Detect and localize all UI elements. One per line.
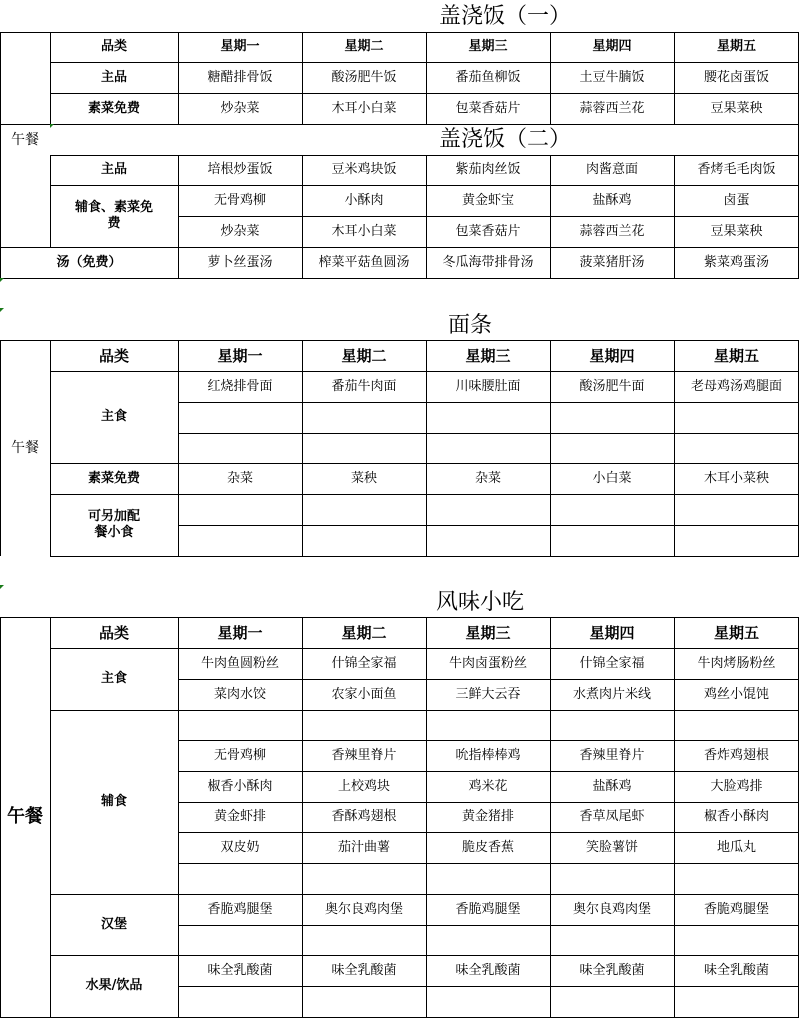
column-header-day: 星期二 (341, 346, 387, 365)
table-cell: 小白菜 (592, 470, 632, 486)
table-cell: 川味腰肚面 (455, 378, 521, 394)
grid-line (178, 340, 179, 556)
table-cell: 味全乳酸菌 (703, 962, 769, 978)
section-title-snacks: 风味小吃 (435, 590, 524, 615)
table-cell: 水煮肉片米线 (572, 686, 651, 702)
column-header-day: 星期四 (589, 623, 635, 642)
column-header-day: 星期二 (344, 39, 384, 54)
table-cell: 无骨鸡柳 (213, 747, 266, 763)
grid-line (178, 925, 799, 926)
table-cell: 腰花卤蛋饭 (703, 69, 769, 85)
table-cell: 老母鸡汤鸡腿面 (690, 378, 782, 394)
table-cell: 三鲜大云吞 (455, 686, 521, 702)
table-cell: 牛肉卤蛋粉丝 (448, 655, 527, 671)
column-header-day: 星期四 (592, 39, 632, 54)
table-cell: 香酥鸡翅根 (331, 809, 397, 824)
grid-line (674, 155, 675, 278)
row-category: 主品 (100, 162, 127, 177)
table-cell: 香炸鸡翅根 (703, 747, 769, 763)
table-cell: 木耳小白菜 (331, 223, 397, 239)
grid-line (178, 863, 799, 864)
table-cell: 奥尔良鸡肉堡 (324, 901, 403, 917)
table-cell: 香脆鸡腿堡 (455, 901, 521, 917)
table-cell: 盐酥鸡 (592, 778, 632, 794)
column-header-day: 星期三 (468, 39, 508, 54)
table-cell: 豆米鸡块饭 (331, 162, 397, 177)
column-header-day: 星期三 (465, 623, 511, 642)
table-cell: 味全乳酸菌 (455, 962, 521, 978)
table-cell: 吮指棒棒鸡 (455, 747, 521, 763)
table-cell: 炒杂菜 (220, 100, 260, 116)
grid-line (302, 155, 303, 278)
table-cell: 豆果菜秧 (710, 223, 763, 239)
cell-comment-marker (50, 124, 54, 128)
grid-line (426, 32, 427, 124)
column-header-day: 星期二 (341, 623, 387, 642)
table-cell: 包菜香菇片 (455, 100, 521, 116)
table-cell: 包菜香菇片 (455, 223, 521, 239)
table-cell: 蒜蓉西兰花 (579, 223, 645, 239)
grid-line (550, 340, 551, 556)
column-header-category: 品类 (100, 39, 127, 54)
table-cell: 菜肉水饺 (213, 686, 266, 702)
table-cell: 脆皮香蕉 (461, 839, 514, 855)
table-cell: 紫茄肉丝饭 (455, 162, 521, 177)
grid-line (178, 402, 799, 403)
table-cell: 紫菜鸡蛋汤 (703, 254, 769, 270)
table-cell: 香辣里脊片 (579, 747, 645, 763)
table-cell: 小酥肉 (344, 192, 384, 208)
table-cell: 杂菜 (474, 470, 501, 486)
table-cell: 肉酱意面 (585, 162, 638, 177)
grid-line (178, 155, 179, 278)
table-cell: 香辣里脊片 (331, 747, 397, 763)
cell-comment-marker (0, 585, 4, 589)
table-cell: 榨菜平菇鱼圆汤 (318, 254, 410, 270)
table-cell: 香草凤尾虾 (579, 809, 645, 824)
grid-line (550, 155, 551, 278)
grid-line (426, 340, 427, 556)
table-cell: 奥尔良鸡肉堡 (572, 901, 651, 917)
table-cell: 椒香小酥肉 (703, 809, 769, 824)
grid-line (178, 433, 799, 434)
grid-line (426, 155, 427, 278)
table-cell: 茄汁曲薯 (337, 839, 390, 855)
grid-line (0, 32, 1, 278)
row-category: 辅食、素菜免费 (74, 200, 153, 231)
table-cell: 卤蛋 (723, 192, 750, 208)
table-cell: 红烧排骨面 (207, 378, 273, 394)
table-cell: 黄金虾宝 (461, 192, 514, 208)
grid-line (0, 124, 799, 125)
table-cell: 鸡丝小馄饨 (703, 686, 769, 702)
grid-line (550, 617, 551, 1018)
row-category: 汤（免费） (56, 254, 122, 270)
row-category: 辅食 (100, 794, 127, 809)
table-cell: 豆果菜秧 (710, 100, 763, 116)
section-title-gaijiao-2: 盖浇饭（二） (438, 127, 571, 152)
table-cell: 黄金虾排 (213, 809, 266, 824)
table-cell: 番茄牛肉面 (331, 378, 397, 394)
table-cell: 糖醋排骨饭 (207, 69, 273, 85)
cell-comment-marker (0, 308, 4, 312)
table-cell: 味全乳酸菌 (331, 962, 397, 978)
table-cell: 牛肉鱼圆粉丝 (200, 655, 279, 671)
grid-line (178, 986, 799, 987)
row-category: 主食 (100, 671, 127, 686)
grid-line (178, 617, 179, 1018)
table-cell: 地瓜丸 (716, 839, 756, 855)
table-cell: 笑脸薯饼 (585, 839, 638, 855)
row-category: 可另加配餐小食 (88, 509, 141, 540)
column-header-category: 品类 (98, 346, 129, 365)
table-cell: 鸡米花 (468, 778, 508, 794)
grid-line (674, 617, 675, 1018)
grid-line (0, 340, 1, 556)
table-cell: 黄金猪排 (461, 809, 514, 824)
table-cell: 木耳小白菜 (331, 100, 397, 116)
grid-line (50, 32, 51, 124)
grid-line (50, 155, 51, 247)
column-header-category: 品类 (98, 623, 129, 642)
table-cell: 番茄鱼柳饭 (455, 69, 521, 85)
row-category: 素菜免费 (87, 470, 140, 486)
table-cell: 杂菜 (226, 470, 253, 486)
grid-line (0, 617, 1, 1018)
grid-line (302, 340, 303, 556)
table-cell: 味全乳酸菌 (579, 962, 645, 978)
grid-line (426, 617, 427, 1018)
table-cell: 无骨鸡柳 (213, 192, 266, 208)
table-cell: 酸汤肥牛饭 (331, 69, 397, 85)
grid-line (674, 32, 675, 124)
table-cell: 盐酥鸡 (592, 192, 632, 208)
column-header-day: 星期三 (465, 346, 511, 365)
table-cell: 农家小面鱼 (331, 686, 397, 702)
row-category: 主食 (100, 409, 127, 424)
cell-comment-marker (0, 278, 4, 282)
column-header-day: 星期五 (716, 39, 756, 54)
table-cell: 味全乳酸菌 (207, 962, 273, 978)
table-cell: 什锦全家福 (579, 655, 645, 671)
column-header-day: 星期一 (217, 623, 263, 642)
grid-line (0, 278, 799, 279)
grid-line (302, 617, 303, 1018)
table-cell: 上校鸡块 (337, 778, 390, 794)
table-cell: 培根炒蛋饭 (207, 162, 273, 177)
grid-line (302, 32, 303, 124)
table-cell: 土豆牛腩饭 (579, 69, 645, 85)
column-header-day: 星期五 (713, 623, 759, 642)
table-cell: 香脆鸡腿堡 (703, 901, 769, 917)
table-cell: 椒香小酥肉 (207, 778, 273, 794)
table-cell: 双皮奶 (220, 839, 260, 855)
table-cell: 萝卜丝蛋汤 (207, 254, 273, 270)
meal-label: 午餐 (7, 806, 43, 827)
meal-label: 午餐 (11, 440, 39, 456)
table-cell: 菠菜猪肝汤 (579, 254, 645, 270)
row-category: 水果/饮品 (85, 978, 143, 993)
grid-line (178, 32, 179, 124)
table-cell: 什锦全家福 (331, 655, 397, 671)
table-cell: 炒杂菜 (220, 223, 260, 239)
table-cell: 香脆鸡腿堡 (207, 901, 273, 917)
column-header-day: 星期四 (589, 346, 635, 365)
table-cell: 冬瓜海带排骨汤 (442, 254, 534, 270)
table-cell: 香烤毛毛肉饭 (697, 162, 776, 177)
row-category: 主品 (100, 69, 127, 85)
table-cell: 大脸鸡排 (710, 778, 763, 794)
table-cell: 木耳小菜秧 (703, 470, 769, 486)
row-category: 素菜免费 (87, 100, 140, 116)
grid-line (674, 340, 675, 556)
column-header-day: 星期一 (217, 346, 263, 365)
table-cell: 蒜蓉西兰花 (579, 100, 645, 116)
column-header-day: 星期五 (713, 346, 759, 365)
grid-line (50, 340, 51, 556)
section-title-noodles: 面条 (447, 313, 492, 338)
section-title-gaijiao-1: 盖浇饭（一） (438, 4, 571, 29)
column-header-day: 星期一 (220, 39, 260, 54)
table-cell: 酸汤肥牛面 (579, 378, 645, 394)
grid-line (178, 525, 799, 526)
grid-line (550, 32, 551, 124)
table-cell: 菜秧 (350, 470, 377, 486)
table-cell: 牛肉烤肠粉丝 (697, 655, 776, 671)
grid-line (50, 617, 51, 1018)
grid-line (50, 556, 799, 557)
meal-label: 午餐 (11, 131, 39, 148)
row-category: 汉堡 (100, 916, 127, 932)
